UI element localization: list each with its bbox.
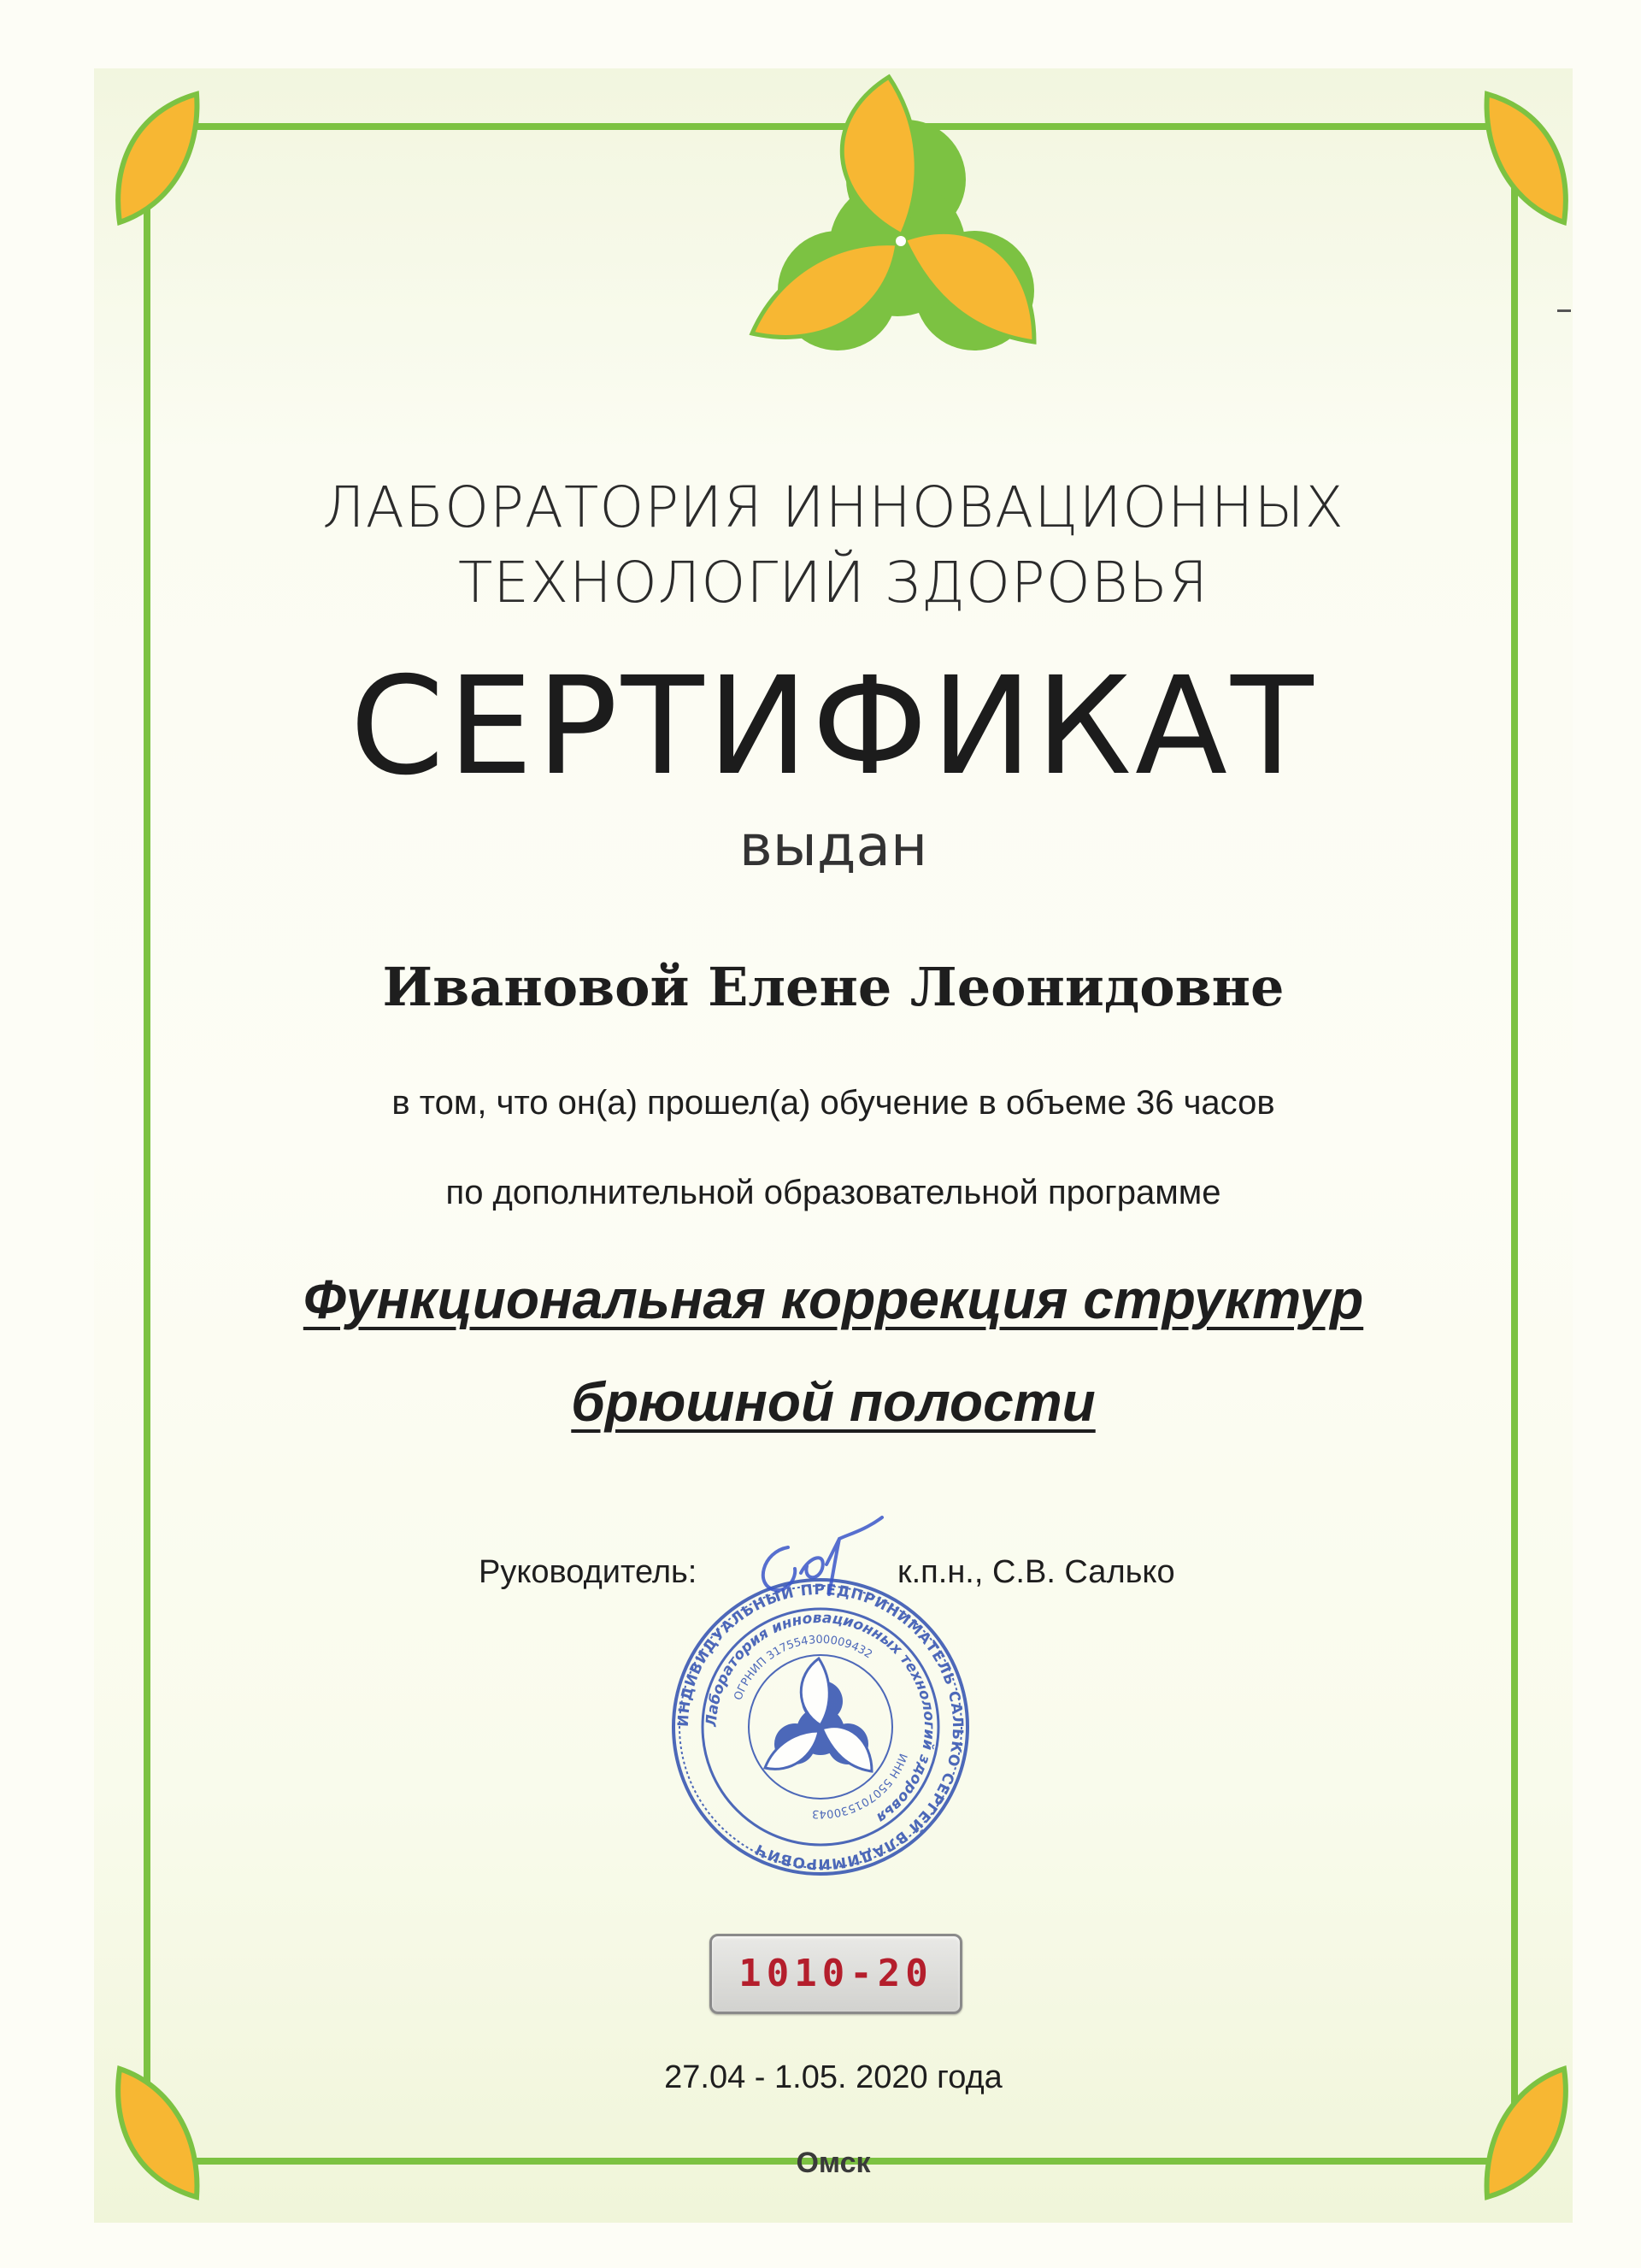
supervisor-name: к.п.н., С.В. Салько: [897, 1554, 1175, 1590]
corner-leaf-top-right-icon: [1479, 85, 1581, 231]
program-title-line1: Функциональная коррекция структур: [303, 1269, 1364, 1330]
program-title: [94, 1248, 1573, 1453]
program-title-line2: брюшной полости: [571, 1371, 1096, 1433]
supervisor-label: Руководитель:: [479, 1554, 697, 1590]
recipient-name: Ивановой Елене Леонидовне: [382, 956, 1285, 1018]
stamp-flower-icon: [765, 1658, 872, 1771]
corner-leaf-top-left-icon: [103, 85, 205, 231]
stamp-inn: ИНН 550701530043: [811, 1751, 909, 1821]
organization-title-line1: ЛАБОРАТОРИЯ ИННОВАЦИОННЫХ: [322, 474, 1344, 540]
organization-stamp: [667, 1573, 974, 1881]
scan-mark: [1557, 309, 1571, 312]
flower-logo-icon: [726, 68, 1068, 427]
supervisor-signature: [737, 1513, 891, 1607]
certificate-heading: СЕРТИФИКАТ: [350, 648, 1317, 805]
certificate-sheet: [94, 68, 1573, 2223]
city: Омск: [796, 2147, 871, 2179]
statement-line-2: по дополнительной образовательной программе: [445, 1174, 1221, 1211]
stamp-ogrnip: ОГРНИП 317554300009432: [732, 1633, 875, 1703]
issued-label: выдан: [738, 813, 928, 879]
stamp-outer-text: ИНДИВИДУАЛЬНЫЙ ПРЕДПРИНИМАТЕЛЬ САЛЬКО СЕРГЕЙ ВЛАДИМИРОВИЧ: [674, 1581, 967, 1873]
stamp-inner-text: Лаборатория инновационных технологий здоровья: [703, 1609, 938, 1827]
statement-line-1: в том, что он(а) прошел(а) обучение в объеме 36 часов: [391, 1084, 1275, 1122]
organization-title-line2: ТЕХНОЛОГИЙ ЗДОРОВЬЯ: [457, 550, 1209, 616]
organization-title: [94, 470, 1573, 621]
certificate-number: 1010-20: [709, 1934, 962, 2014]
course-dates: 27.04 - 1.05. 2020 года: [664, 2059, 1003, 2095]
